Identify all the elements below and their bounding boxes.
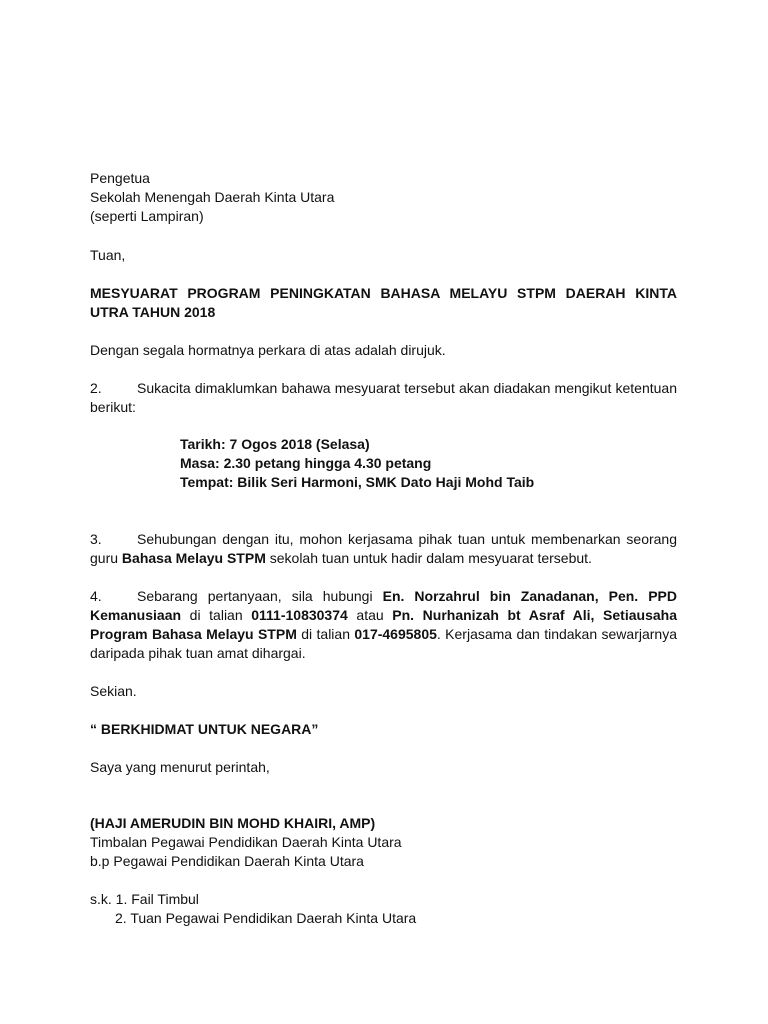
- meeting-time: Masa: 2.30 petang hingga 4.30 petang: [180, 455, 432, 471]
- salutation-text: Tuan,: [90, 247, 126, 263]
- closing: [90, 682, 677, 701]
- phone-number-1: 0111-10830374: [251, 607, 348, 623]
- paragraph-text: sekolah tuan untuk hadir dalam mesyuarat tersebut.: [265, 550, 592, 566]
- paragraph-number: 2.: [90, 380, 102, 396]
- letter-subject: MESYUARAT PROGRAM PENINGKATAN BAHASA MELAYU STPM DAERAH KINTA UTRA TAHUN 2018: [90, 285, 677, 320]
- recipient-address: [90, 169, 677, 226]
- recipient-line: Pengetua: [90, 170, 150, 186]
- paragraph-text: atau: [347, 607, 393, 623]
- paragraph-text: . Kerjasama dan tindakan sewarjarnya daripada pihak tuan amat dihargai.: [90, 626, 677, 661]
- paragraph-2: [90, 379, 677, 417]
- salutation: [90, 246, 677, 265]
- meeting-details: [180, 435, 640, 492]
- closing-text: Sekian.: [90, 683, 137, 699]
- signatory-title: b.p Pegawai Pendidikan Daerah Kinta Utara: [90, 853, 364, 869]
- phone-number-2: 017-4695805: [354, 626, 437, 642]
- paragraph-3: [90, 530, 677, 568]
- signatory-name: (HAJI AMERUDIN BIN MOHD KHAIRI, AMP): [90, 815, 376, 831]
- contact-person-1: En. Norzahrul bin Zanadanan, Pen. PPD Kemanusiaan: [90, 588, 677, 623]
- cc-item: s.k. 1. Fail Timbul: [90, 891, 199, 907]
- recipient-line: (seperti Lampiran): [90, 208, 204, 224]
- meeting-date: Tarikh: 7 Ogos 2018 (Selasa): [180, 436, 370, 452]
- intro-text: Dengan segala hormatnya perkara di atas adalah dirujuk.: [90, 342, 446, 358]
- paragraph-text: Sehubungan dengan itu, mohon kerjasama pihak tuan untuk membenarkan seorang guru: [90, 531, 677, 566]
- carbon-copy-list: [90, 890, 677, 928]
- sign-off: [90, 758, 677, 777]
- meeting-venue: Tempat: Bilik Seri Harmoni, SMK Dato Haji Mohd Taib: [180, 474, 535, 490]
- sign-off-text: Saya yang menurut perintah,: [90, 759, 270, 775]
- cc-item: 2. Tuan Pegawai Pendidikan Daerah Kinta Utara: [115, 910, 417, 926]
- motto-text: “ BERKHIDMAT UNTUK NEGARA”: [90, 721, 319, 737]
- subject-highlight: Bahasa Melayu STPM: [121, 550, 266, 566]
- signature-block: [90, 814, 677, 871]
- paragraph-number: 3.: [90, 531, 102, 547]
- paragraph-text: Sukacita dimaklumkan bahawa mesyuarat tersebut akan diadakan mengikut ketentuan berikut:: [90, 380, 677, 415]
- intro-paragraph: [90, 341, 677, 360]
- contact-person-2: Pn. Nurhanizah bt Asraf Ali, Setiausaha Program Bahasa Melayu STPM: [90, 607, 677, 642]
- paragraph-4: [90, 587, 677, 663]
- motto: [90, 720, 677, 739]
- signatory-title: Timbalan Pegawai Pendidikan Daerah Kinta Utara: [90, 834, 402, 850]
- paragraph-text: di talian: [181, 607, 252, 623]
- paragraph-text: Sebarang pertanyaan, sila hubungi: [137, 588, 383, 604]
- paragraph-text: di talian: [296, 626, 355, 642]
- recipient-line: Sekolah Menengah Daerah Kinta Utara: [90, 189, 335, 205]
- paragraph-number: 4.: [90, 588, 102, 604]
